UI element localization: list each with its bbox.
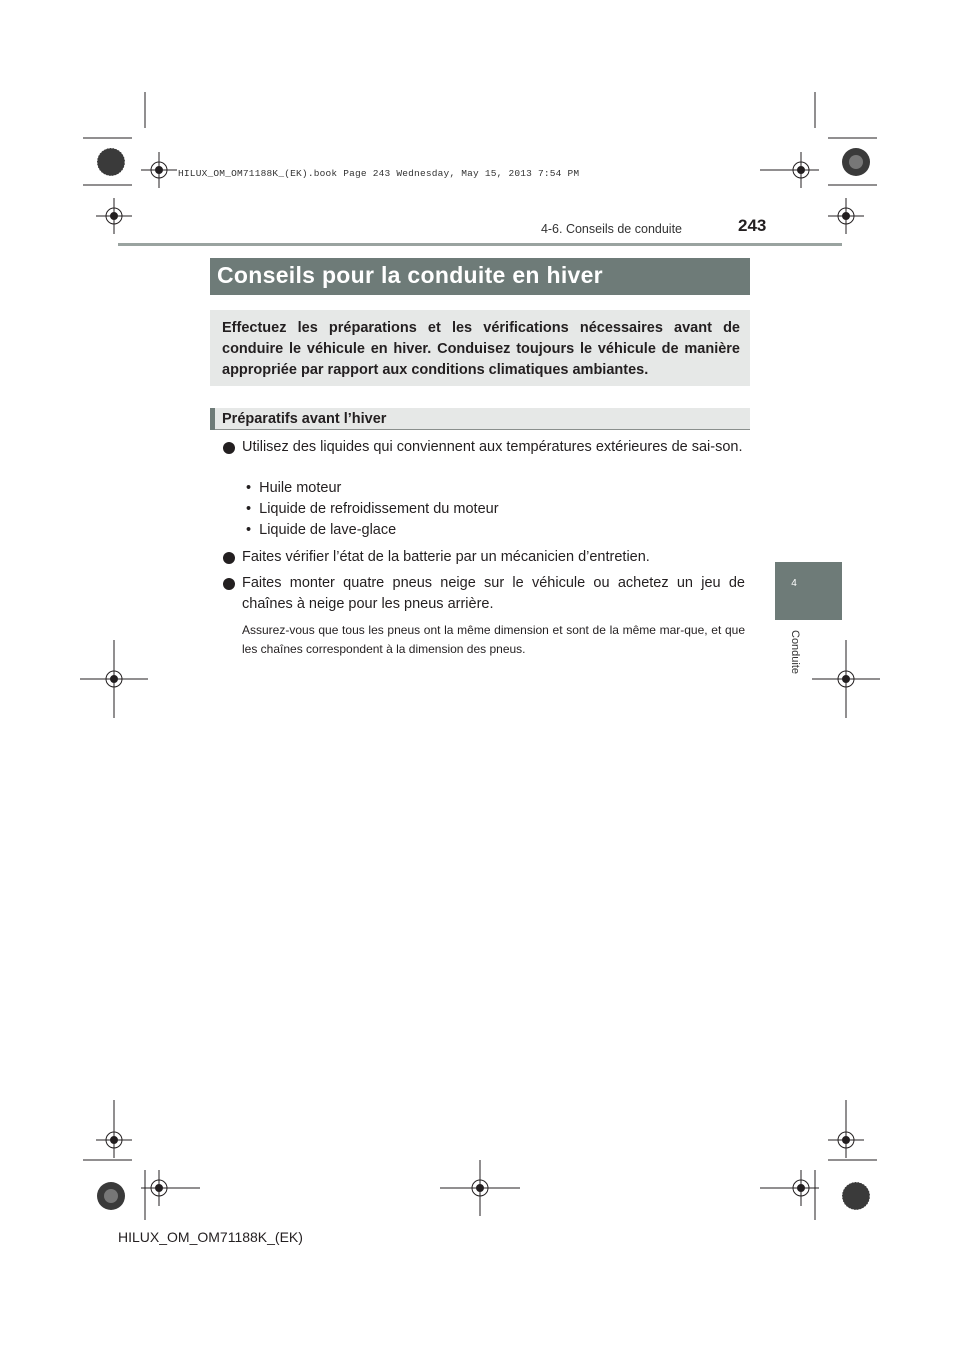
header-rule [118, 243, 842, 246]
intro-text: Effectuez les préparations et les vérifications nécessaires avant de conduire le véhicule en hiver. Conduisez toujours le véhicule de manière appropriée par rapport aux conditions climatiques ambiantes. [222, 320, 740, 378]
sub-item-text: Liquide de refroidissement du moteur [259, 501, 499, 517]
starburst-mark-br [842, 1182, 870, 1210]
chapter-label-text: Conduite [789, 630, 801, 675]
bullet-text: Faites monter quatre pneus neige sur le véhicule ou achetez un jeu de chaînes à neige pour les pneus arrière. [242, 575, 745, 612]
note-text: Assurez-vous que tous les pneus ont la même dimension et sont de la même mar-que, et que les chaînes correspondent à la dimension des pneus. [242, 623, 745, 656]
chapter-tab [775, 562, 842, 620]
section-heading-accent [210, 408, 215, 430]
page-number: 243 [738, 216, 767, 235]
starburst-mark-bl [97, 1182, 125, 1210]
footer-code: HILUX_OM_OM71188K_(EK) [118, 1229, 303, 1245]
chapter-label [789, 630, 803, 690]
list-item: • Huile moteur [246, 480, 342, 496]
list-item: • Liquide de refroidissement du moteur [246, 501, 499, 517]
section-heading: Préparatifs avant l’hiver [222, 411, 387, 427]
bullet-text: Faites vérifier l’état de la batterie par un mécanicien d’entretien. [242, 549, 650, 565]
sub-item-text: Huile moteur [259, 480, 342, 496]
bullet-dot-icon [223, 578, 235, 590]
starburst-mark-tl [97, 148, 125, 176]
sub-item-text: Liquide de lave-glace [259, 522, 397, 538]
list-item: • Liquide de lave-glace [246, 522, 397, 538]
chapter-number: 4 [791, 578, 797, 589]
bullet-dot-icon [223, 442, 235, 454]
bullet-text: Utilisez des liquides qui conviennent aux températures extérieures de sai-son. [242, 439, 743, 455]
page-title: Conseils pour la conduite en hiver [217, 262, 603, 288]
bullet-dot-icon [223, 552, 235, 564]
section-header: 4-6. Conseils de conduite [540, 222, 682, 236]
book-stamp: HILUX_OM_OM71188K_(EK).book Page 243 Wednesday, May 15, 2013 7:54 PM [178, 168, 580, 179]
starburst-mark-tr [842, 148, 870, 176]
